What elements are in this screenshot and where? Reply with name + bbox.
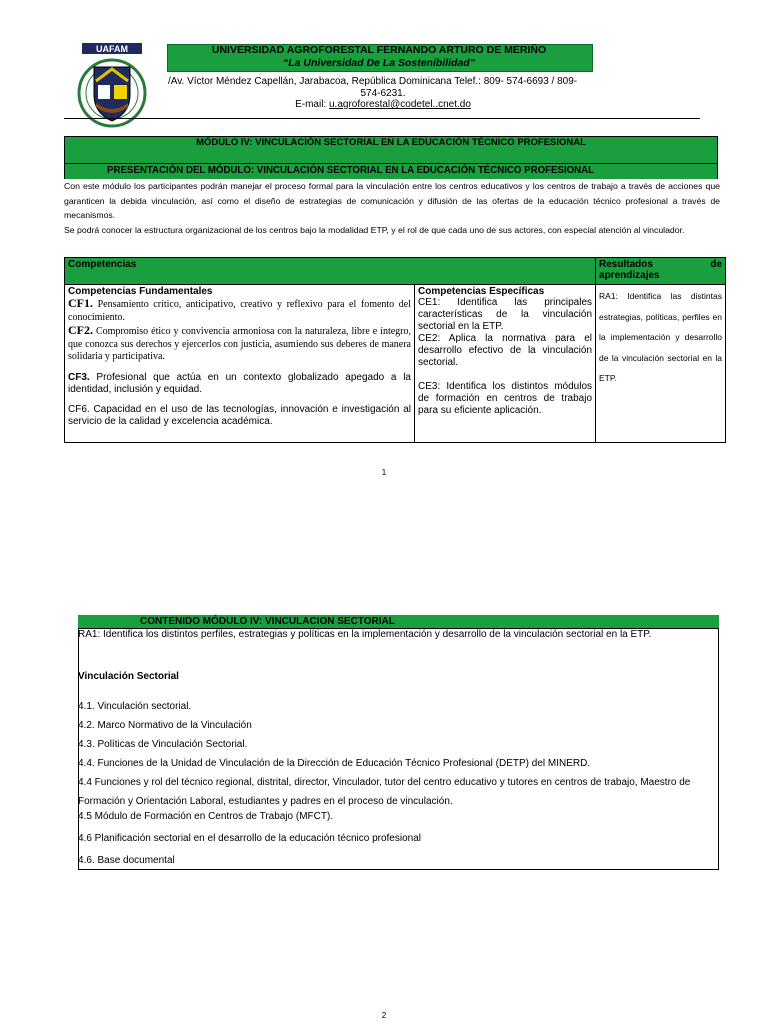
competencias-header: Competencias (65, 258, 596, 285)
header-divider (64, 118, 700, 119)
email-line (168, 99, 598, 111)
competency-text: Profesional que actúa en un contexto globalizado apegado a la identidad, inclusión y equidad. (68, 371, 411, 395)
address-line-continued: 574-6231. (360, 88, 406, 99)
presentation-paragraph: Se podrá conocer la estructura organizacional de los centros bajo la modalidad ETP, y el rol de que cada uno de sus actores, con especial atención al vinculador. (64, 224, 685, 235)
presentation-paragraph: Con este módulo los participantes podrán manejar el proceso formal para la vinculación entre los centros educativos y los centros de trabajo a través de acciones que garanticen la debida vinculación, así como el diseño de estrategias de comunicación y difusión de las ofertas de la educación técnico profesional a través de mecanismos. (64, 181, 720, 220)
contenido-heading: Vinculación Sectorial (78, 671, 179, 682)
list-item: 4.1. Vinculación sectorial. (78, 701, 192, 712)
competency-code: CF1. (68, 296, 93, 310)
competency-text: Pensamiento crítico, anticipativo, creativo y reflexivo para el fomento del conocimiento. (68, 299, 411, 323)
results-header-word: de (710, 259, 723, 270)
competency-ce3: CE3: Identifica los distintos módulos de formación en centros de trabajo para su eficiente aplicación. (418, 381, 593, 416)
learning-result-ra1: RA1: Identifica las distintas estrategias, políticas, perfiles en la implementación y desarrollo de la vinculación sectorial en la ETP. (599, 291, 723, 383)
university-name: UNIVERSIDAD AGROFORESTAL FERNANDO ARTURO DE MERIÑO (211, 44, 547, 56)
competency-ce1: CE1: Identifica las principales características de la vinculación sectorial en la ETP. (418, 297, 593, 332)
email-label: E-mail: (295, 99, 327, 110)
university-logo (66, 41, 158, 129)
presentation-text (64, 179, 720, 237)
results-header-word: aprendizajes (599, 270, 660, 281)
results-header-word: Resultados (599, 259, 653, 270)
page-number: 2 (381, 1011, 387, 1020)
page-number: 1 (381, 468, 387, 477)
competency-text: Compromiso ético y convivencia armoniosa con la naturaleza, libre e íntegro, que conozca sus derechos y ejercerlos con justicia, asumiendo sus deberes de manera solidaria y participativa. (68, 326, 411, 362)
competency-cf1 (68, 297, 411, 324)
specific-competencies-cell (415, 285, 596, 443)
competency-ce2: CE2: Aplica la normativa para el desarrollo efectivo de la vinculación sectorial. (418, 333, 593, 368)
competency-code: CF3. (68, 371, 90, 383)
specific-competencies-title: Competencias Específicas (418, 286, 545, 297)
list-item: 4.6 Planificación sectorial en el desarrollo de la educación técnico profesional (78, 833, 421, 844)
address-line: /Av. Víctor Méndez Capellán, Jarabacoa, República Dominicana Telef.: 809- 574-6693 / 809- (168, 76, 578, 87)
list-item: 4.5 Módulo de Formación en Centros de Trabajo (MFCT). (78, 811, 334, 822)
module-title: MÓDULO IV: VINCULACIÓN SECTORIAL EN LA EDUCACIÓN TÉCNICO PROFESIONAL (196, 137, 586, 148)
fundamental-competencies-cell (65, 285, 415, 443)
list-item: 4.2. Marco Normativo de la Vinculación (78, 720, 252, 731)
university-slogan: “La Universidad De La Sostenibilidad” (283, 57, 475, 69)
contenido-ra1: RA1: Identifica los distintos perfiles, estrategias y políticas en la implementación y desarrollo de la vinculación sectorial en la ETP. (78, 629, 652, 640)
competency-code: CF2. (68, 323, 93, 337)
competency-cf2 (68, 324, 411, 364)
competency-cf6: CF6. Capacidad en el uso de las tecnologías, innovación e investigación al servicio de la calidad y excelencia académica. (68, 403, 411, 427)
fundamental-competencies-title: Competencias Fundamentales (68, 286, 213, 297)
contenido-list (78, 697, 718, 867)
email-link[interactable]: u.agroforestal@codetel..cnet.do (329, 99, 471, 110)
logo-text: UAFAM (96, 44, 128, 54)
competency-cf3 (68, 372, 411, 396)
list-item: 4.3. Políticas de Vinculación Sectorial. (78, 739, 248, 750)
list-item: 4.4 Funciones y rol del técnico regional, distrital, director, Vinculador, tutor del centro educativo y tutores en centros de trabajo, Maestro de Formación y Orientación Laboral, estudiantes y padres en el proceso de vinculación. (78, 777, 691, 807)
results-header (596, 258, 726, 285)
presentation-title: PRESENTACIÓN DEL MÓDULO: VINCULACIÓN SECTORIAL EN LA EDUCACIÓN TÉCNICO PROFESIONAL (107, 165, 595, 176)
learning-results-cell (596, 285, 726, 443)
competencias-table (64, 257, 726, 443)
contenido-title: CONTENIDO MÓDULO IV: VINCULACION SECTORIAL (140, 616, 395, 627)
list-item: 4.6. Base documental (78, 855, 175, 866)
list-item: 4.4. Funciones de la Unidad de Vinculación de la Dirección de Educación Técnico Profesional (DETP) del MINERD. (78, 758, 591, 769)
